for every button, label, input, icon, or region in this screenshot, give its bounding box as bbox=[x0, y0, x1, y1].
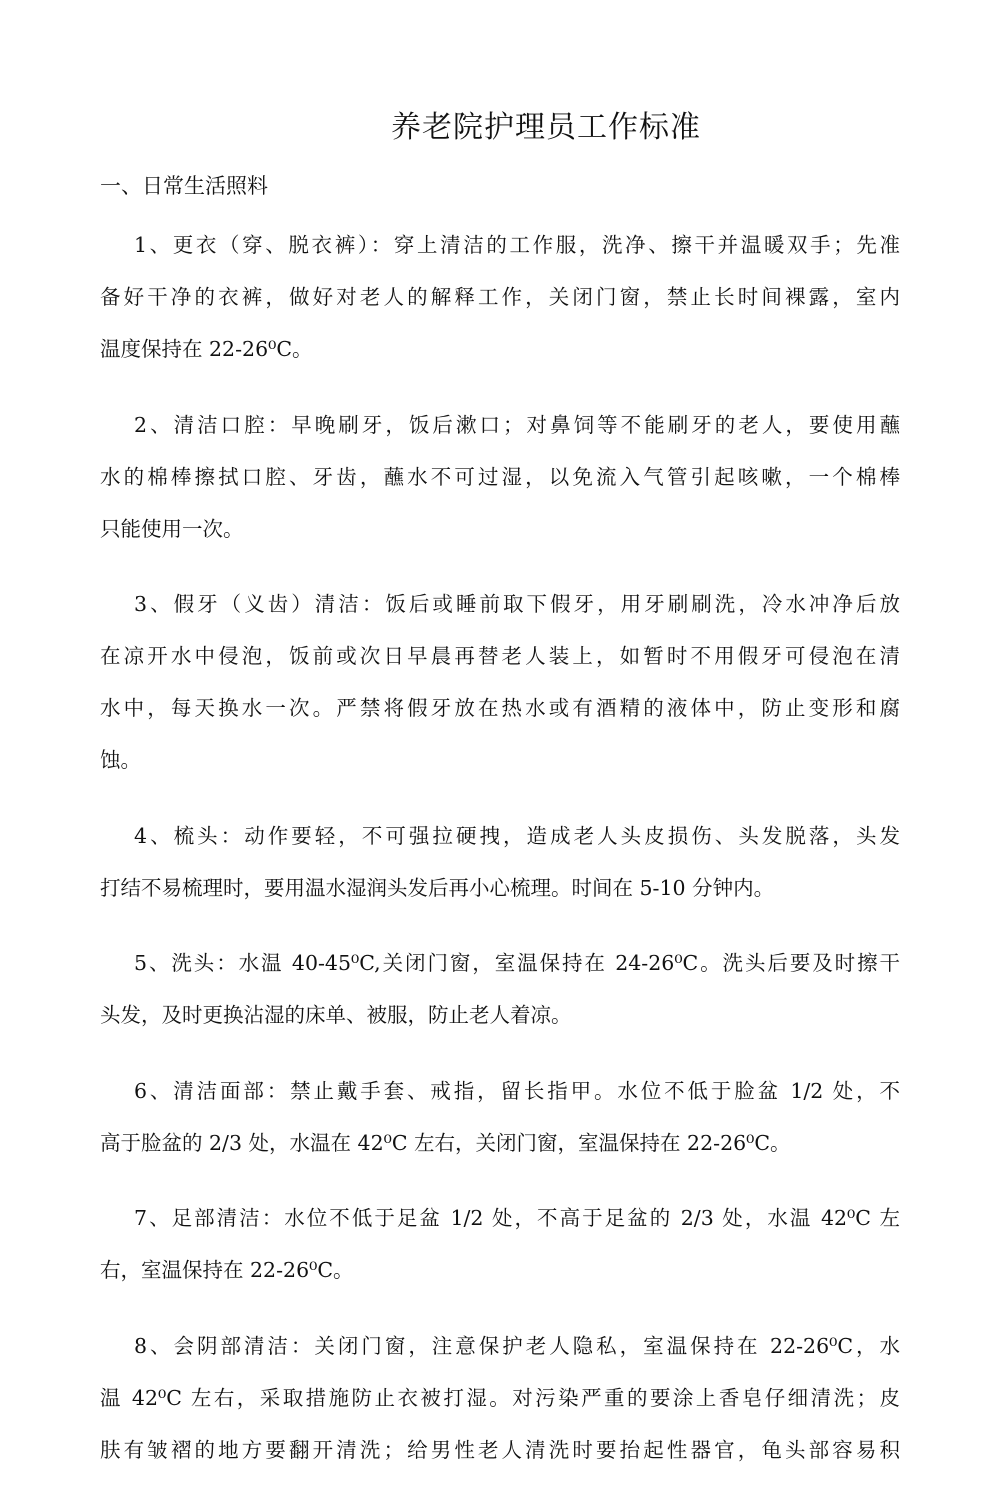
paragraph-line: 5、洗头：水温 40-45⁰C,关闭门窗，室温保持在 24-26⁰C。洗头后要及时擦干 bbox=[134, 951, 900, 975]
document-title: 养老院护理员工作标准 bbox=[391, 110, 701, 145]
paragraph-line: 7、足部清洁：水位不低于足盆 1/2 处，不高于足盆的 2/3 处，水温 42⁰C 左 bbox=[134, 1206, 900, 1230]
paragraph-line: 蚀。 bbox=[100, 748, 141, 772]
paragraph-line: 备好干净的衣裤，做好对老人的解释工作，关闭门窗，禁止长时间裸露，室内 bbox=[100, 285, 900, 309]
paragraph-line: 8、会阴部清洁：关闭门窗，注意保护老人隐私，室温保持在 22-26⁰C，水 bbox=[134, 1333, 900, 1358]
paragraph-line: 1、更衣（穿、脱衣裤）：穿上清洁的工作服，洗净、擦干并温暖双手；先准 bbox=[134, 233, 900, 257]
list-item-face-cleaning bbox=[100, 1065, 900, 1169]
paragraph-line: 温度保持在 22-26⁰C。 bbox=[100, 337, 313, 361]
paragraph-line: 高于脸盆的 2/3 处，水温在 42⁰C 左右，关闭门窗，室温保持在 22-26⁰C。 bbox=[100, 1130, 791, 1155]
paragraph-line: 肤有皱褶的地方要翻开清洗；给男性老人清洗时要抬起性器官，龟头部容易积 bbox=[100, 1437, 900, 1462]
list-item-clothing bbox=[100, 219, 900, 375]
paragraph-line: 右，室温保持在 22-26⁰C。 bbox=[100, 1258, 354, 1282]
paragraph-line: 3、假牙（义齿）清洁：饭后或睡前取下假牙，用牙刷刷洗，冷水冲净后放 bbox=[134, 592, 900, 616]
list-item-foot-cleaning bbox=[100, 1192, 900, 1296]
section-heading: 一、日常生活照料 bbox=[100, 174, 268, 198]
list-item-hair-combing bbox=[100, 810, 900, 914]
list-item-oral-care bbox=[100, 399, 900, 555]
paragraph-line: 2、清洁口腔：早晚刷牙，饭后漱口；对鼻饲等不能刷牙的老人，要使用蘸 bbox=[134, 412, 900, 437]
item-list bbox=[100, 219, 900, 1499]
paragraph-line: 头发，及时更换沾湿的床单、被服，防止老人着凉。 bbox=[100, 1003, 572, 1027]
list-item-perineal-cleaning bbox=[100, 1320, 900, 1476]
paragraph-line: 水中，每天换水一次。严禁将假牙放在热水或有酒精的液体中，防止变形和腐 bbox=[100, 696, 900, 720]
paragraph-line: 温 42⁰C 左右，采取措施防止衣被打湿。对污染严重的要涂上香皂仔细清洗；皮 bbox=[100, 1385, 900, 1410]
list-item-denture-care bbox=[100, 578, 900, 786]
paragraph-line: 6、清洁面部：禁止戴手套、戒指，留长指甲。水位不低于脸盆 1/2 处，不 bbox=[134, 1078, 900, 1103]
paragraph-line: 打结不易梳理时，要用温水湿润头发后再小心梳理。时间在 5-10 分钟内。 bbox=[100, 875, 775, 900]
paragraph-line: 4、梳头：动作要轻，不可强拉硬拽，造成老人头皮损伤、头发脱落，头发 bbox=[134, 823, 900, 848]
paragraph-line: 在凉开水中侵泡，饭前或次日早晨再替老人装上，如暂时不用假牙可侵泡在清 bbox=[100, 644, 900, 668]
paragraph-line: 只能使用一次。 bbox=[100, 516, 244, 541]
paragraph-line: 水的棉棒擦拭口腔、牙齿，蘸水不可过湿，以免流入气管引起咳嗽，一个棉棒 bbox=[100, 464, 900, 489]
list-item-hair-washing bbox=[100, 937, 900, 1041]
